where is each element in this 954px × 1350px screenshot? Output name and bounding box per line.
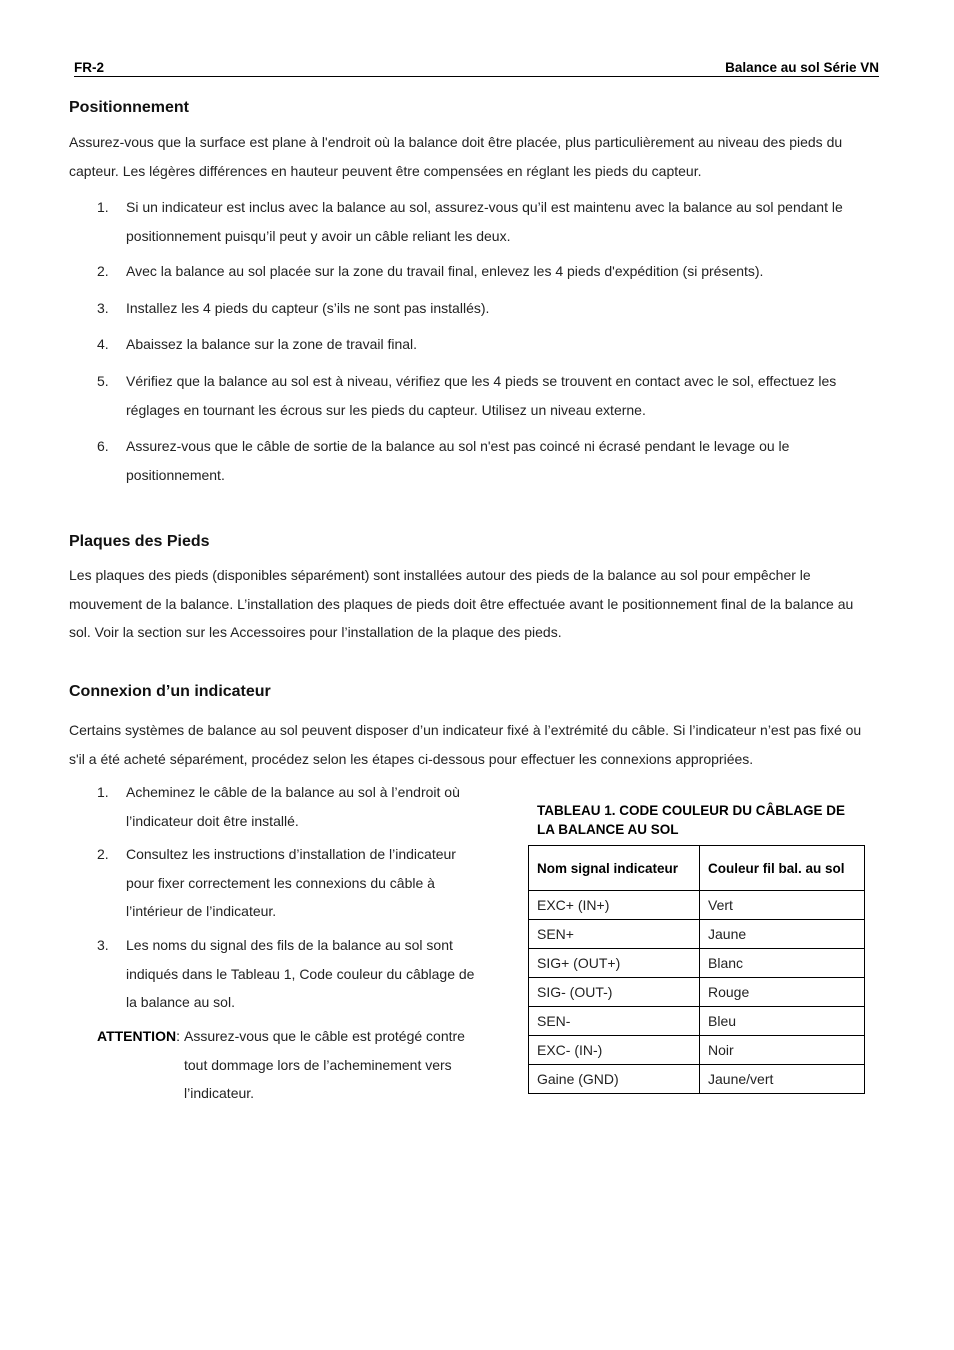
column-header: Nom signal indicateur — [529, 846, 700, 891]
step-number: 1. — [97, 199, 109, 215]
wire-color-cell: Bleu — [700, 1007, 865, 1036]
step-number: 2. — [97, 846, 109, 862]
table-row — [529, 920, 865, 949]
text-line: Les plaques des pieds (disponibles séparément) sont installées autour des pieds de la balance au sol pour empêcher le — [69, 567, 811, 583]
text-line: Vérifiez que la balance au sol est à niveau, vérifiez que les 4 pieds se trouvent en contact avec le sol, effectuez les — [126, 373, 837, 389]
step-number: 5. — [97, 373, 109, 389]
column-header: Couleur fil bal. au sol — [700, 846, 865, 891]
step-number: 4. — [97, 336, 109, 352]
table-row — [529, 1065, 865, 1094]
text-line: Les noms du signal des fils de la balance au sol sont — [126, 937, 453, 953]
text-line: Avec la balance au sol placée sur la zone du travail final, enlevez les 4 pieds d'expédition (si présents). — [126, 263, 764, 279]
attention-label — [97, 1022, 180, 1051]
page-number: FR-2 — [74, 60, 104, 75]
signal-name-cell: SIG+ (OUT+) — [529, 949, 700, 978]
text-line: sol. Voir la section sur les Accessoires pour l’installation de la plaque des pieds. — [69, 624, 562, 641]
table-row — [529, 949, 865, 978]
text-line: mouvement de la balance. L’installation des plaques de pieds doit être effectuée avant le positionnement final de la balance au — [69, 595, 854, 612]
positionnement-intro — [69, 128, 885, 185]
table-row — [529, 891, 865, 920]
text-line: Si un indicateur est inclus avec la balance au sol, assurez-vous qu’il est maintenu avec la balance au sol pendant le — [126, 199, 843, 215]
step-number: 3. — [97, 937, 109, 953]
text-line: s'il a été acheté séparément, procédez selon les étapes ci-dessous pour effectuer les connexions appropriées. — [69, 750, 754, 767]
wiring-color-table — [528, 845, 865, 1094]
signal-name-cell: SIG- (OUT-) — [529, 978, 700, 1007]
wire-color-cell: Blanc — [700, 949, 865, 978]
step-number: 2. — [97, 263, 109, 279]
caption-line: LA BALANCE AU SOL — [537, 822, 679, 837]
text-line: Abaissez la balance sur la zone de travail final. — [126, 336, 418, 352]
text-line: positionnement. — [126, 466, 225, 483]
wire-color-cell: Jaune/vert — [700, 1065, 865, 1094]
table-row — [529, 978, 865, 1007]
signal-name-cell: EXC+ (IN+) — [529, 891, 700, 920]
text-line: la balance au sol. — [126, 994, 235, 1011]
text-line: Acheminez le câble de la balance au sol à l’endroit où — [126, 784, 460, 800]
text-line: l’indicateur. — [184, 1085, 255, 1102]
wire-color-cell: Noir — [700, 1036, 865, 1065]
caption-line: TABLEAU 1. CODE COULEUR DU CÂBLAGE DE — [537, 803, 846, 818]
section-title-positionnement: Positionnement — [69, 99, 190, 116]
page-header — [74, 58, 879, 77]
text-line: capteur. Les légères différences en hauteur peuvent être compensées en réglant les pieds du capteur. — [69, 162, 702, 179]
table-caption — [537, 801, 857, 839]
section-title-plaques: Plaques des Pieds — [69, 533, 210, 550]
text-line: Installez les 4 pieds du capteur (s’ils ne sont pas installés). — [126, 300, 490, 316]
text-line: Certains systèmes de balance au sol peuvent disposer d’un indicateur fixé à l’extrémité du câble. Si l’indicateur n’est pas fixé ou — [69, 722, 862, 738]
signal-name-cell: SEN+ — [529, 920, 700, 949]
attention-label-text: ATTENTION — [97, 1028, 177, 1044]
text-line: l’indicateur doit être installé. — [126, 812, 299, 829]
section-title-connexion: Connexion d’un indicateur — [69, 683, 271, 700]
table-row — [529, 1036, 865, 1065]
text-line: positionnement puisqu’il peut y avoir un câble reliant les deux. — [126, 227, 511, 244]
text-line: l’intérieur de l’indicateur. — [126, 903, 277, 920]
text-line: tout dommage lors de l’acheminement vers — [184, 1056, 452, 1073]
step-number: 3. — [97, 300, 109, 316]
text-line: Assurez-vous que le câble est protégé contre — [184, 1028, 465, 1044]
table-header-row — [529, 846, 865, 891]
wire-color-cell: Jaune — [700, 920, 865, 949]
plaques-paragraph — [69, 561, 885, 647]
text-line: Assurez-vous que le câble de sortie de la balance au sol n'est pas coincé ni écrasé pendant le levage ou le — [126, 438, 790, 454]
signal-name-cell: SEN- — [529, 1007, 700, 1036]
text-line: réglages en tournant les écrous sur les pieds du capteur. Utilisez un niveau externe. — [126, 401, 646, 418]
document-title: Balance au sol Série VN — [725, 60, 879, 75]
wire-color-cell: Vert — [700, 891, 865, 920]
step-number: 6. — [97, 438, 109, 454]
text-line: pour fixer correctement les connexions du câble à — [126, 874, 435, 891]
signal-name-cell: Gaine (GND) — [529, 1065, 700, 1094]
step-number: 1. — [97, 784, 109, 800]
signal-name-cell: EXC- (IN-) — [529, 1036, 700, 1065]
attention-colon: : — [176, 1028, 180, 1044]
text-line: indiqués dans le Tableau 1, Code couleur du câblage de — [126, 965, 475, 982]
wire-color-cell: Rouge — [700, 978, 865, 1007]
text-line: Consultez les instructions d’installation de l’indicateur — [126, 846, 456, 862]
table-row — [529, 1007, 865, 1036]
text-line: Assurez-vous que la surface est plane à l'endroit où la balance doit être placée, plus particulièrement au niveau des pieds du — [69, 134, 843, 150]
connexion-paragraph — [69, 716, 885, 773]
